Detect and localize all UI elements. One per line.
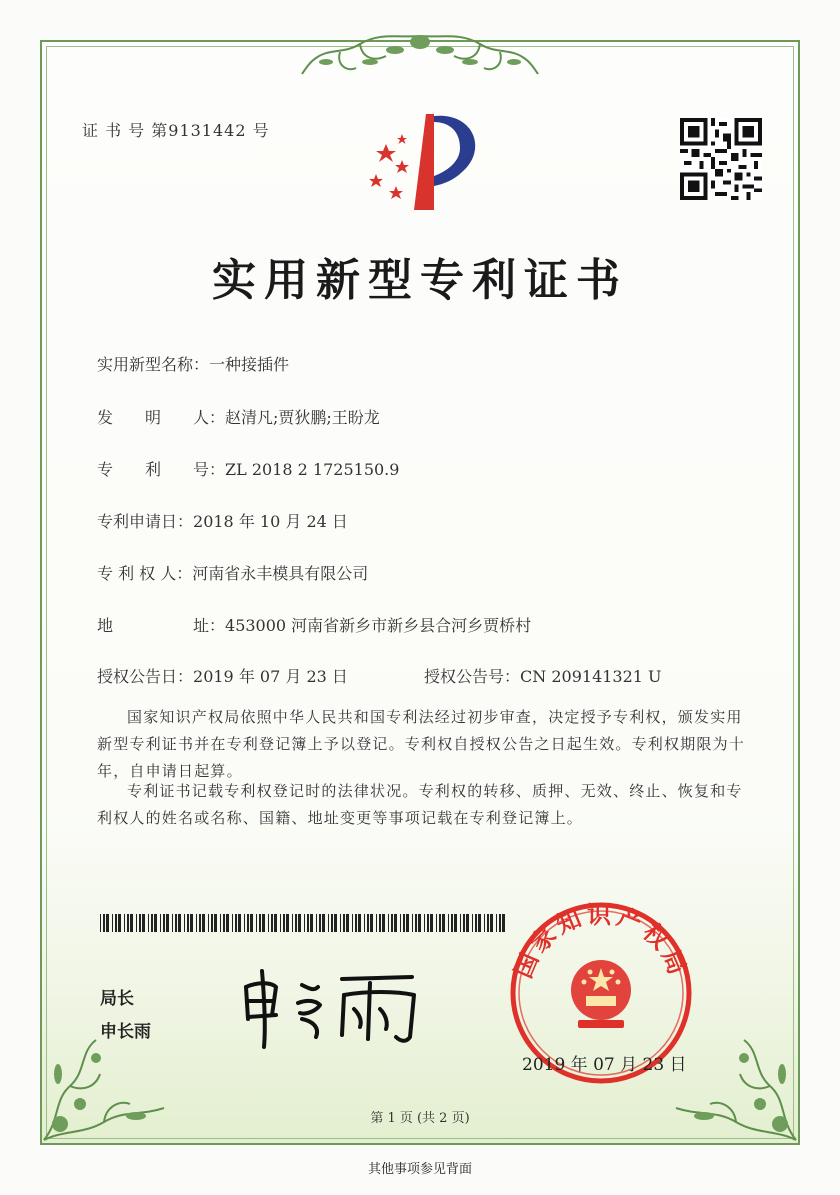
footer-note: 其他事项参见背面: [367, 1162, 472, 1177]
certificate-number-label: 证 书 号 第: [82, 121, 169, 140]
barcode-icon: [100, 914, 506, 932]
field-grant-date: [97, 664, 348, 687]
certificate-number-suffix: 号: [252, 121, 270, 140]
field-inventors-label: 发 明 人：: [97, 408, 226, 427]
page-number: 第 1 页 (共 2 页): [370, 1111, 470, 1126]
certificate-title: 实用新型专利证书: [212, 255, 628, 306]
top-ornament-icon: [300, 28, 540, 84]
paragraph-legal-status: 专利证书记载专利权登记时的法律状况。专利权的转移、质押、无效、终止、恢复和专利权人的姓名或名称、国籍、地址变更等事项记载在专利登记簿上。: [97, 782, 743, 827]
field-name-value: 一种接插件: [209, 355, 290, 374]
field-name: [97, 352, 289, 375]
cnipa-logo-icon: [362, 110, 482, 215]
qr-code-icon: [680, 118, 762, 200]
paragraph-grant-statement: 国家知识产权局依照中华人民共和国专利法经过初步审查，决定授予专利权，颁发实用新型专利证书并在专利登记簿上予以登记。专利权自授权公告之日起生效。专利权期限为十年，自申请日起算。: [97, 708, 746, 780]
field-inventors-value: 赵清凡;贾狄鹏;王盼龙: [225, 408, 380, 427]
field-inventors: [97, 405, 380, 428]
field-grant-number-value: CN 209141321 U: [520, 667, 662, 686]
field-grant-date-value: 2019 年 07 月 23 日: [193, 667, 348, 686]
field-patentee: [97, 561, 368, 584]
seal-date: 2019 年 07 月 23 日: [522, 1055, 687, 1075]
field-grant-number: [424, 664, 662, 687]
signature-icon: [236, 965, 426, 1050]
certificate-number: [82, 118, 270, 141]
field-name-label: 实用新型名称：: [97, 355, 210, 374]
field-patentee-label: 专 利 权 人：: [97, 564, 193, 583]
field-patent-number-value: ZL 2018 2 1725150.9: [225, 460, 400, 479]
field-patentee-value: 河南省永丰模具有限公司: [192, 564, 369, 583]
field-grant-date-label: 授权公告日：: [97, 667, 194, 686]
signer-title: 局长: [100, 989, 134, 1009]
field-patent-number: [97, 457, 399, 480]
field-filing-date-label: 专利申请日：: [97, 512, 194, 531]
field-filing-date: [97, 509, 348, 532]
field-patent-number-label: 专 利 号：: [97, 460, 226, 479]
certificate-number-value: 9131442: [168, 121, 247, 140]
field-address-value: 453000 河南省新乡市新乡县合河乡贾桥村: [225, 616, 532, 635]
field-grant-number-label: 授权公告号：: [424, 667, 521, 686]
field-address: [97, 613, 531, 636]
signer-name: 申长雨: [100, 1022, 151, 1042]
field-address-label: 地 址：: [97, 616, 226, 635]
seal-text: 国家知识产权局: [509, 901, 693, 983]
field-filing-date-value: 2018 年 10 月 24 日: [193, 512, 348, 531]
